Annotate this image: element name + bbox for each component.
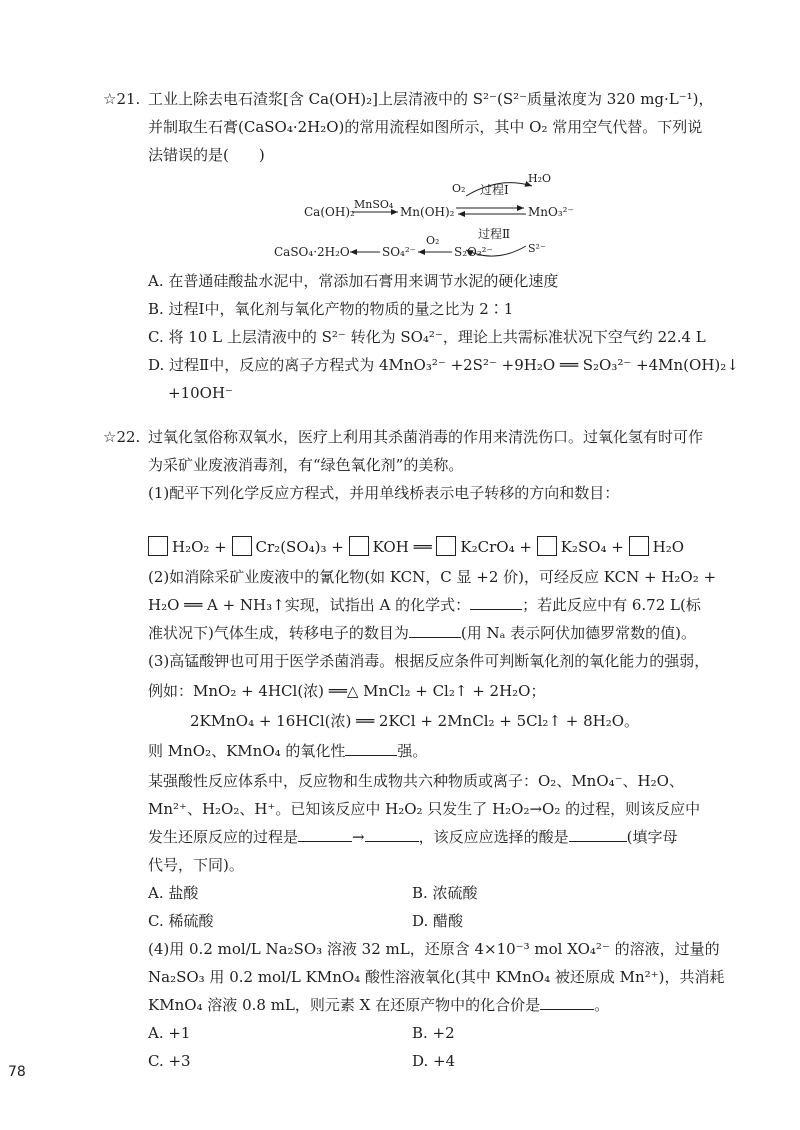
coef-box-2[interactable] [232,536,252,556]
p3d-pre: 则 MnO₂、KMnO₄ 的氧化性 [148,742,346,760]
q22-part2-line3 [148,622,696,644]
answer-blank-a-formula[interactable] [470,594,522,610]
q21-option-d-cont: +10OH⁻ [168,384,233,402]
q22-stem-line1: 过氧化氢俗称双氧水，医疗上利用其杀菌消毒的作用来清洗伤口。过氧化氢有时可作 [148,428,704,446]
p4c-pre: KMnO₄ 溶液 0.8 mL，则元素 X 在还原产物中的化合价是 [148,996,541,1014]
p3g-arrow: → [352,828,365,846]
q22-p3-option-d: D. 醋酸 [412,912,464,930]
coef-box-6[interactable] [629,536,649,556]
answer-blank-reduction-from[interactable] [298,826,352,842]
p3g-post: (填字母 [626,828,678,846]
q22-part4-line2: Na₂SO₃ 用 0.2 mol/L KMnO₄ 酸性溶液氧化(其中 KMnO₄ 被还原成 Mn²⁺)，共消耗 [148,968,725,986]
q22-part3-line1: (3)高锰酸钾也可用于医学杀菌消毒。根据反应条件可判断氧化剂的氧化能力的强弱， [148,652,710,670]
q22-p4-option-a: A. +1 [148,1024,191,1042]
eq-term-3: KOH ══ [372,538,432,556]
answer-blank-valence[interactable] [540,994,594,1010]
answer-blank-oxidizing[interactable] [345,740,397,756]
eq-term-5: K₂SO₄ + [560,538,624,556]
coef-box-1[interactable] [148,536,168,556]
p3g-pre: 发生还原反应的过程是 [148,828,299,846]
q22-p3-option-a: A. 盐酸 [148,884,199,902]
p3g-mid: ，该反应应选择的酸是 [418,828,569,846]
diagram-so4: SO₄²⁻ [382,245,417,259]
q22-p4-option-c: C. +3 [148,1052,191,1070]
eq-term-2: Cr₂(SO₄)₃ + [255,538,344,556]
coef-box-5[interactable] [537,536,557,556]
diagram-caso4: CaSO₄·2H₂O [274,245,350,259]
q21-stem-line2: 并制取生石膏(CaSO₄·2H₂O)的常用流程如图所示，其中 O₂ 常用空气代替。下列说 [148,118,703,136]
q21-flow-diagram [270,168,600,268]
q22-p4-option-d: D. +4 [412,1052,456,1070]
q21-stem-line1: 工业上除去电石渣浆[含 Ca(OH)₂]上层清液中的 S²⁻(S²⁻质量浓度为 320 mg·L⁻¹)， [148,90,714,108]
q22-part3-line6: Mn²⁺、H₂O₂、H⁺。已知该反应中 H₂O₂ 只发生了 H₂O₂→O₂ 的过程，则该反应中 [148,800,701,818]
q22-part3-eq2: 2KMnO₄ + 16HCl(浓) ══ 2KCl + 2MnCl₂ + 5Cl₂↑ + 8H₂O。 [190,712,640,730]
eq-term-4: K₂CrO₄ + [460,538,532,556]
answer-blank-electrons[interactable] [409,622,461,638]
answer-blank-reduction-to[interactable] [365,826,419,842]
diagram-mnso4: MnSO₄ [354,198,394,211]
q22-p3-option-b: B. 浓硫酸 [412,884,478,902]
diagram-process1: 过程Ⅰ [480,183,509,197]
page-number: 78 [8,1064,26,1080]
q22-part3-line5: 某强酸性反应体系中，反应物和生成物共六种物质或离子：O₂、MnO₄⁻、H₂O、 [148,772,684,790]
q21-option-a: A. 在普通硅酸盐水泥中，常添加石膏用来调节水泥的硬化速度 [148,272,559,290]
diagram-o2-bottom: O₂ [426,234,440,247]
q21-number: ☆21. [103,90,141,108]
q22-part2-line2 [148,594,701,616]
coef-box-3[interactable] [349,536,369,556]
diagram-process2: 过程Ⅱ [478,227,511,241]
q22-part3-line8: 代号，下同)。 [148,856,244,874]
q22-stem-line2: 为采矿业废液消毒剂，有“绿色氧化剂”的美称。 [148,456,464,474]
diagram-s2: S²⁻ [528,242,546,255]
p3d-post: 强。 [397,742,428,760]
q21-option-c: C. 将 10 L 上层清液中的 S²⁻ 转化为 SO₄²⁻，理论上共需标准状况下空气约 22.4 L [148,328,706,346]
q22-part4-line3 [148,994,609,1016]
eq-term-1: H₂O₂ + [172,538,227,556]
diagram-o2-top: O₂ [452,182,466,195]
q21-option-d: D. 过程Ⅱ中，反应的离子方程式为 4MnO₃²⁻ +2S²⁻ +9H₂O ══ S₂O₃²⁻ +4Mn(OH)₂↓ [148,356,739,374]
eq-term-6: H₂O [652,538,685,556]
q21-option-b: B. 过程Ⅰ中，氧化剂与氧化产物的物质的量之比为 2∶1 [148,300,514,318]
q22-balance-equation [148,536,684,558]
diagram-ca-oh2: Ca(OH)₂ [304,205,355,219]
diagram-mno3: MnO₃²⁻ [528,205,574,219]
q21-stem-line3: 法错误的是( ) [148,146,265,164]
q22-part3-eq1: 例如：MnO₂ + 4HCl(浓) ══△ MnCl₂ + Cl₂↑ + 2H₂O； [148,682,546,700]
p2b-post: ；若此反应中有 6.72 L(标 [522,596,701,614]
answer-blank-acid[interactable] [569,826,627,842]
q22-part3-line7 [148,826,677,848]
p4c-post: 。 [594,996,610,1014]
q22-part4-line1: (4)用 0.2 mol/L Na₂SO₃ 溶液 32 mL，还原含 4×10⁻³ mol XO₄²⁻ 的溶液，过量的 [148,940,720,958]
diagram-h2o: H₂O [528,172,552,185]
q22-p3-option-c: C. 稀硫酸 [148,912,214,930]
p2c-pre: 准状况下)气体生成，转移电子的数目为 [148,624,409,642]
q22-p4-option-b: B. +2 [412,1024,455,1042]
diagram-s2o3: S₂O₃²⁻ [454,245,493,259]
p2b-pre: H₂O ══ A + NH₃↑实现，试指出 A 的化学式： [148,596,471,614]
diagram-mn-oh2: Mn(OH)₂ [400,205,455,219]
q22-part3-line4 [148,740,427,762]
q22-number: ☆22. [103,428,141,446]
coef-box-4[interactable] [436,536,456,556]
q22-part1: (1)配平下列化学反应方程式，并用单线桥表示电子转移的方向和数目： [148,484,620,502]
p2c-post: (用 Nₐ 表示阿伏加德罗常数的值)。 [460,624,697,642]
q22-part2-line1: (2)如消除采矿业废液中的氰化物(如 KCN，C 显 +2 价)，可经反应 KCN + H₂O₂ + [148,568,717,586]
